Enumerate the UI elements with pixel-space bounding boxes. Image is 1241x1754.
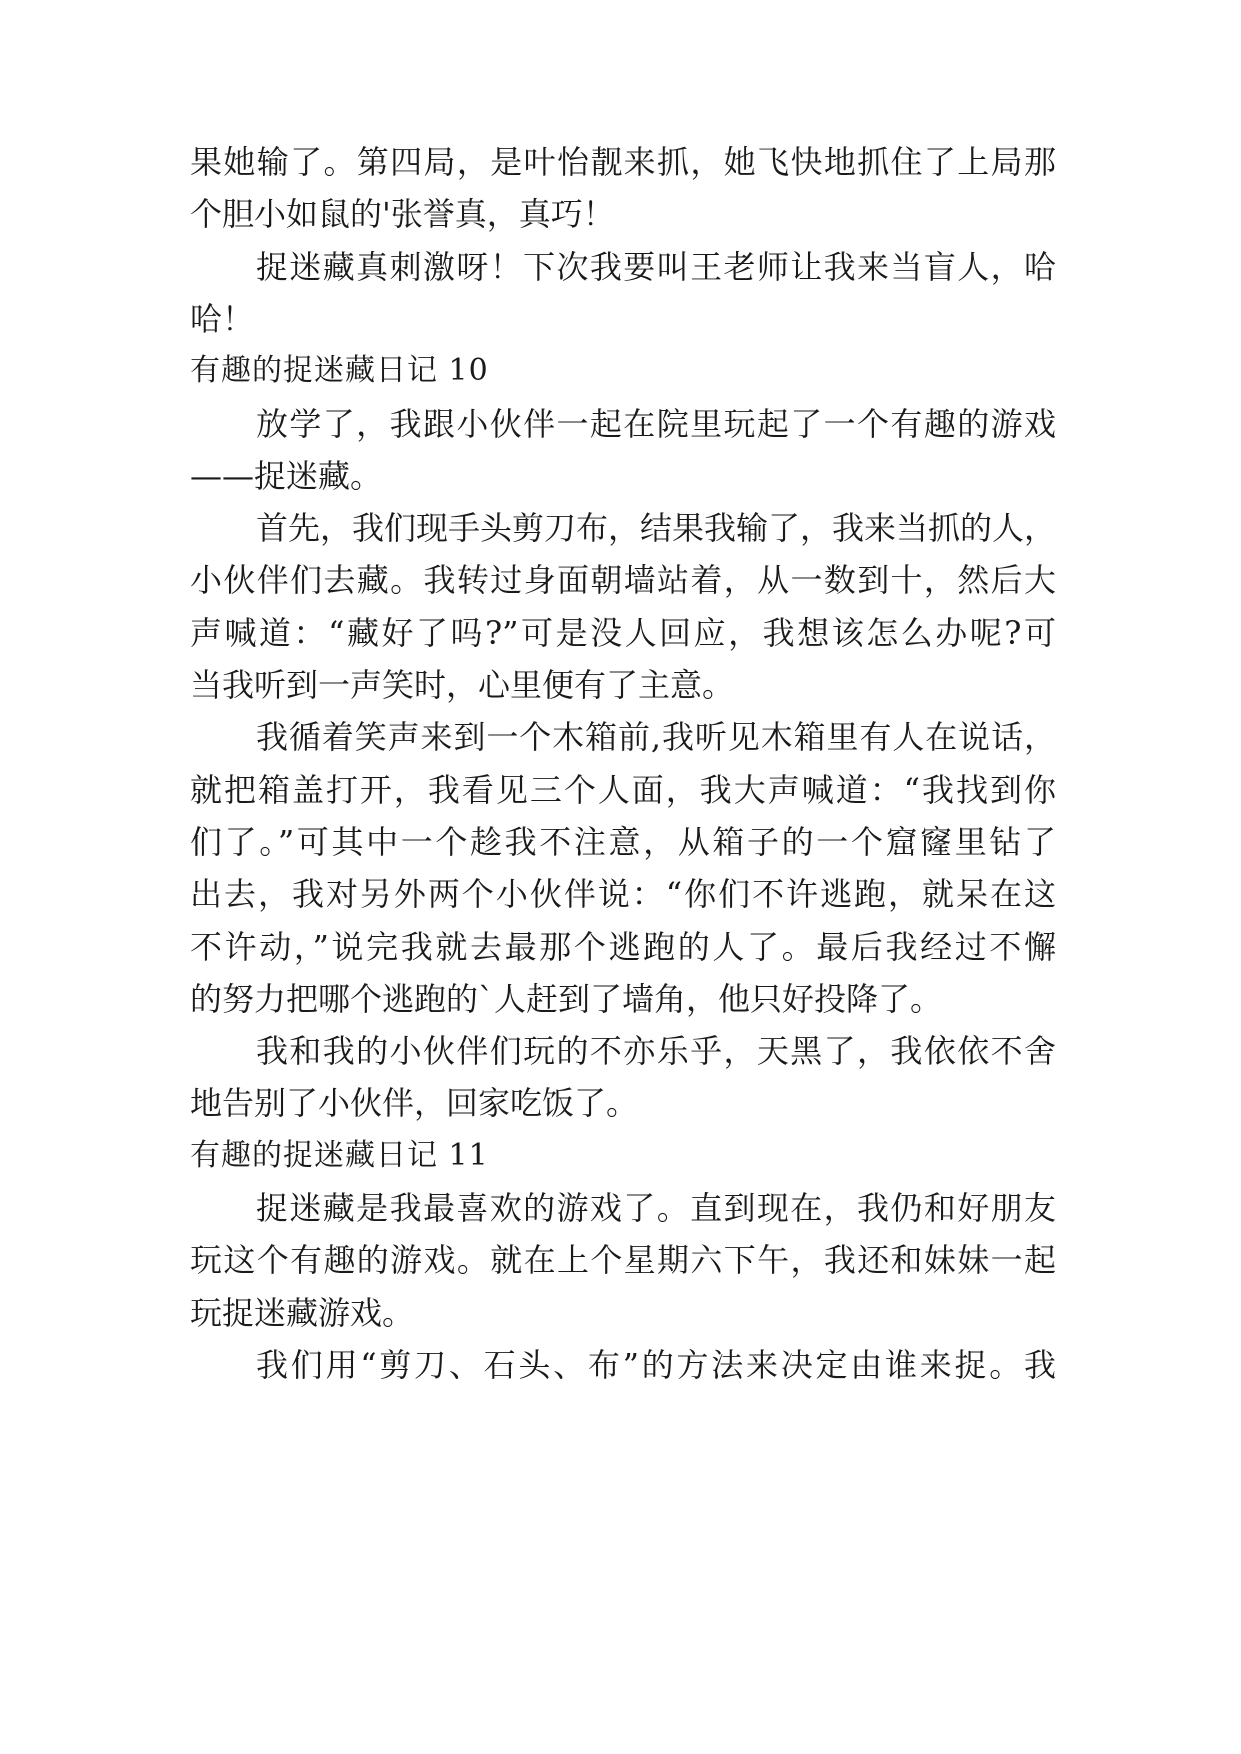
section-heading: 有趣的捉迷藏日记 10: [190, 353, 489, 388]
text-line: 个胆小如鼠的'张誉真，真巧！: [190, 195, 615, 233]
text-line: 捉迷藏真刺激呀！下次我要叫王老师让我来当盲人，哈: [256, 248, 1056, 286]
text-line: 声喊道：“藏好了吗?”可是没人回应，我想该怎么办呢?可: [190, 614, 1056, 652]
text-line: 玩捉迷藏游戏。: [190, 1294, 415, 1332]
text-line: 果她输了。第四局，是叶怡靓来抓，她飞快地抓住了上局那: [190, 143, 1056, 181]
text-line: 的努力把哪个逃跑的`人赶到了墙角，他只好投降了。: [190, 980, 943, 1018]
text-line: 哈！: [190, 300, 255, 338]
text-line: 小伙伴们去藏。我转过身面朝墙站着，从一数到十，然后大: [190, 561, 1056, 599]
text-line: 地告别了小伙伴，回家吃饭了。: [190, 1084, 639, 1122]
text-line: 捉迷藏是我最喜欢的游戏了。直到现在，我仍和好朋友: [256, 1189, 1056, 1227]
text-line: 们了。”可其中一个趁我不注意，从箱子的一个窟窿里钻了: [190, 823, 1056, 861]
text-line: 不许动，”说完我就去最那个逃跑的人了。最后我经过不懈: [190, 928, 1056, 966]
text-line: 玩这个有趣的游戏。就在上个星期六下午，我还和妹妹一起: [190, 1241, 1056, 1279]
text-line: 我们用“剪刀、石头、布”的方法来决定由谁来捉。我: [256, 1346, 1056, 1384]
text-line: 当我听到一声笑时，心里便有了主意。: [190, 666, 735, 704]
text-line: 出去，我对另外两个小伙伴说：“你们不许逃跑，就呆在这: [190, 875, 1056, 913]
text-line: ——捉迷藏。: [190, 457, 383, 495]
text-line: 放学了，我跟小伙伴一起在院里玩起了一个有趣的游戏: [256, 405, 1056, 443]
text-line: 首先，我们现手头剪刀布，结果我输了，我来当抓的人，: [256, 509, 1057, 547]
text-line: 就把箱盖打开，我看见三个人面，我大声喊道：“我找到你: [190, 771, 1056, 809]
text-line: 我循着笑声来到一个木箱前,我听见木箱里有人在说话，: [256, 718, 1056, 756]
section-heading: 有趣的捉迷藏日记 11: [190, 1138, 489, 1173]
text-line: 我和我的小伙伴们玩的不亦乐乎，天黑了，我依依不舍: [256, 1032, 1056, 1070]
